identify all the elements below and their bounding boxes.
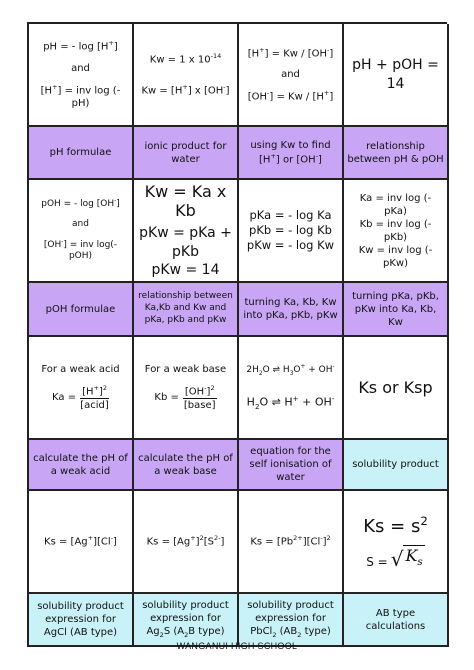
label-poh-formulae: pOH formulae xyxy=(29,283,134,337)
card-ks-agcl: Ks = [Ag+][Cl-] xyxy=(29,491,134,594)
label-solubility-product: solubility product xyxy=(344,440,449,491)
card-ph-formulae: pH = - log [H+] and [H+] = inv log (- pH) xyxy=(29,24,134,127)
card-ks-ag2s: $Ks = [Ag^+]^2[S^{2-}]$ xyxy=(134,491,239,594)
card-kw-find: [H+] = Kw / [OH-] and [OH-] = Kw / [H+] xyxy=(239,24,344,127)
card-ka-kb-kw: Kw = Ka x Kb pKw = pKa + pKb pKw = 14 xyxy=(134,180,239,283)
card-inv-log: Ka = inv log (- pKa) Kb = inv log (- pKb) Kw = inv log (- pKw) xyxy=(344,180,449,283)
footer-school-name: WANGANUI HIGH SCHOOL xyxy=(176,641,298,651)
card-ph-poh: pH + pOH = 14 xyxy=(344,24,449,127)
label-ph-weak-acid: calculate the pH of a weak acid xyxy=(29,440,134,491)
label-ionic-product: ionic product for water xyxy=(134,127,239,180)
card-poh-formulae: pOH = - log [OH-] and [OH-] = inv log(- pOH) xyxy=(29,180,134,283)
label-expression-agcl: solubility product expression for AgCl (AB type) xyxy=(29,594,134,647)
label-relationship-ph-poh: relationship between pH & pOH xyxy=(344,127,449,180)
label-relationship-ka-kb-kw: relationship between Ka,Kb and Kw and pKa, pKb and pKw xyxy=(134,283,239,337)
card-self-ionisation: $2H_2O$ ⇌ $H_3O^+ + OH^-$ $H_2O$ ⇌ H+ + OH- xyxy=(239,337,344,440)
label-self-ionisation: equation for the self ionisation of water xyxy=(239,440,344,491)
label-expression-pbcl2: solubility product expression for PbCl$_2$ ($AB_2$ type) xyxy=(239,594,344,647)
label-turning-pka-to-ka: turning pKa, pKb, pKw into Ka, Kb, Kw xyxy=(344,283,449,337)
label-turning-ka-to-pka: turning Ka, Kb, Kw into pKa, pKb, pKw xyxy=(239,283,344,337)
card-ks-pbcl2: $Ks = [Pb^{2+}][Cl^-]^2$ xyxy=(239,491,344,594)
label-using-kw: using Kw to find [H+] or [OH-] xyxy=(239,127,344,180)
flashcard-sheet xyxy=(27,22,447,647)
card-ab-type-calc: $Ks = s^2$ S = √ $K_s$ xyxy=(344,491,449,594)
label-expression-ag2s: solubility product expression for $Ag_2S$ ($A_2B$ type) xyxy=(134,594,239,647)
formula-grid xyxy=(27,22,447,647)
label-ph-formulae: pH formulae xyxy=(29,127,134,180)
card-weak-acid: For a weak acid Ka = $\frac{[H^+]^2}{\text{[acid]}}$ xyxy=(29,337,134,440)
label-ph-weak-base: calculate the pH of a weak base xyxy=(134,440,239,491)
card-weak-base: For a weak base Kb = $\frac{[OH^-]^2}{\text{[base]}}$ xyxy=(134,337,239,440)
card-ks-ksp: Ks or Ksp xyxy=(344,337,449,440)
card-ionic-product: Kw = 1 x $10^{-14}$ Kw = [H+] x [OH-] xyxy=(134,24,239,127)
card-pka-pkb-pkw: pKa = - log Ka pKb = - log Kb pKw = - log Kw xyxy=(239,180,344,283)
label-ab-type-calculations: AB type calculations xyxy=(344,594,449,647)
sqrt-ks: S = √ $K_s$ xyxy=(366,546,423,571)
